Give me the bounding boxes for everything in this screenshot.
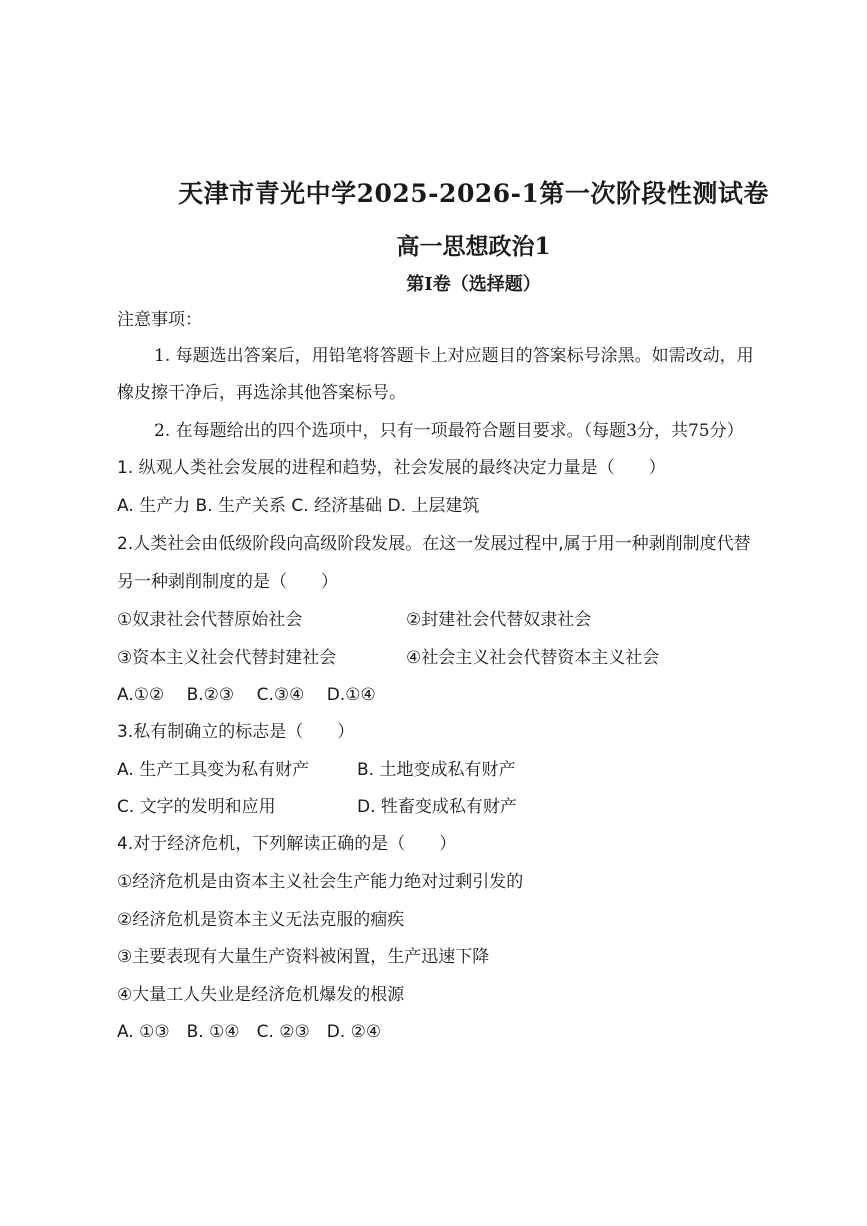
- section-title: 第Ⅰ卷（选择题）: [406, 274, 541, 295]
- question-2-stem-continued: 另一种剥削制度的是（ ）: [117, 572, 338, 592]
- question-4-item-3: ③主要表现有大量生产资料被闲置，生产迅速下降: [117, 947, 490, 967]
- question-4-options: A. ①③ B. ①④ C. ②③ D. ②④: [117, 1022, 382, 1042]
- question-1-stem: 1. 纵观人类社会发展的进程和趋势，社会发展的最终决定力量是（ ）: [117, 458, 666, 478]
- question-4-stem: 4.对于经济危机，下列解读正确的是（ ）: [117, 834, 457, 854]
- question-3-option-b: B. 土地变成私有财产: [357, 760, 516, 780]
- question-3-stem: 3.私有制确立的标志是（ ）: [117, 722, 355, 742]
- question-3-option-c: C. 文字的发明和应用: [117, 797, 276, 817]
- notes-item-1: 1. 每题选出答案后，用铅笔将答题卡上对应题目的答案标号涂黑。如需改动，用: [154, 346, 754, 366]
- notes-item-1-continued: 橡皮擦干净后，再选涂其他答案标号。: [117, 383, 406, 403]
- notes-heading: 注意事项：: [117, 310, 202, 330]
- question-2-item-3: ③资本主义社会代替封建社会: [117, 648, 337, 668]
- question-4-item-4: ④大量工人失业是经济危机爆发的根源: [117, 985, 405, 1005]
- question-2-item-4: ④社会主义社会代替资本主义社会: [406, 648, 660, 668]
- exam-subject: 高一思想政治1: [396, 233, 551, 260]
- question-4-item-2: ②经济危机是资本主义无法克服的痼疾: [117, 910, 405, 930]
- question-4-item-1: ①经济危机是由资本主义社会生产能力绝对过剩引发的: [117, 872, 524, 892]
- question-3-option-d: D. 牲畜变成私有财产: [357, 797, 517, 817]
- question-2-options: A.①② B.②③ C.③④ D.①④: [117, 685, 376, 705]
- question-2-item-1: ①奴隶社会代替原始社会: [117, 610, 303, 630]
- question-1-options: A. 生产力 B. 生产关系 C. 经济基础 D. 上层建筑: [117, 496, 480, 516]
- notes-item-2: 2. 在每题给出的四个选项中，只有一项最符合题目要求。（每题3分，共75分）: [154, 421, 744, 441]
- question-2-item-2: ②封建社会代替奴隶社会: [406, 610, 592, 630]
- question-2-stem: 2.人类社会由低级阶段向高级阶段发展。在这一发展过程中,属于用一种剥削制度代替: [117, 534, 751, 554]
- exam-title: 天津市青光中学2025-2026-1第一次阶段性测试卷: [178, 179, 769, 208]
- question-3-option-a: A. 生产工具变为私有财产: [117, 760, 310, 780]
